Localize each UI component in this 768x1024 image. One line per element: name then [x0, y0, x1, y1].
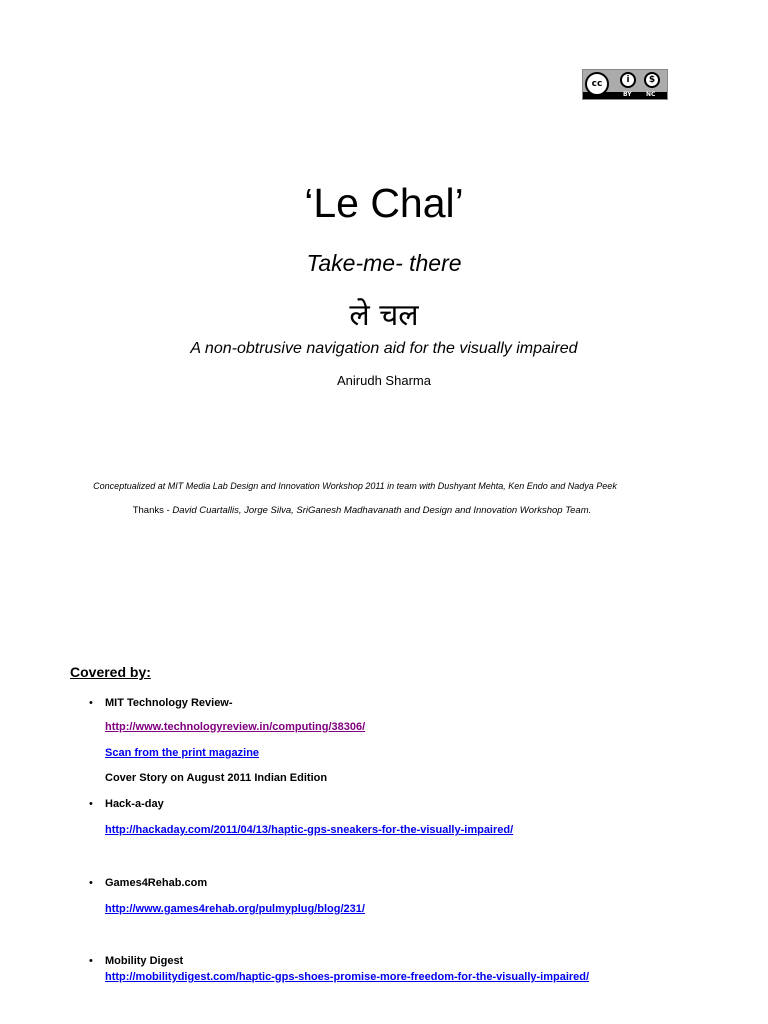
noncommercial-icon: $ [644, 72, 660, 88]
thanks-label: Thanks - [132, 505, 170, 516]
coverage-item-mobility-digest: Mobility Digest [105, 955, 184, 967]
cc-nc-label: NC [646, 91, 656, 98]
mobility-digest-link[interactable]: http://mobilitydigest.com/haptic-gps-shoes-promise-more-freedom-for-the-visually-impaired/ [105, 971, 590, 983]
coverage-item-hackaday: Hack-a-day [105, 798, 164, 810]
bullet: • [89, 798, 93, 810]
document-title: ‘Le Chal’ [304, 180, 464, 226]
author-name: Anirudh Sharma [337, 373, 431, 388]
thanks-line [0, 505, 724, 516]
covered-by-heading: Covered by: [70, 664, 151, 680]
coverage-item-games4rehab: Games4Rehab.com [105, 877, 208, 889]
document-subtitle: Take-me- there [306, 250, 462, 276]
bullet: • [89, 877, 93, 889]
cc-license-badge [582, 69, 668, 100]
bullet: • [89, 697, 93, 709]
coverage-item-mit-technology-review: MIT Technology Review- [105, 697, 233, 709]
cc-logo-icon: cc [585, 72, 609, 96]
thanks-names: David Cuartallis, Jorge Silva, SriGanesh Madhavanath and Design and Innovation Workshop Team. [172, 505, 592, 516]
bullet: • [89, 955, 93, 967]
hindi-title: ले चल [349, 298, 419, 333]
conceptualized-note: Conceptualized at MIT Media Lab Design and Innovation Workshop 2011 in team with Dushyant Mehta, Ken Endo and Nadya Peek [93, 481, 617, 491]
hackaday-link[interactable]: http://hackaday.com/2011/04/13/haptic-gps-sneakers-for-the-visually-impaired/ [105, 824, 514, 836]
cc-by-label: BY [623, 91, 632, 98]
cover-story-note: Cover Story on August 2011 Indian Edition [105, 772, 328, 784]
attribution-icon: i [620, 72, 636, 88]
tagline: A non-obtrusive navigation aid for the visually impaired [190, 340, 578, 357]
mit-technology-review-link[interactable]: http://www.technologyreview.in/computing/38306/ [105, 721, 366, 733]
games4rehab-link[interactable]: http://www.games4rehab.org/pulmyplug/blog/231/ [105, 903, 365, 915]
print-magazine-scan-link[interactable]: Scan from the print magazine [105, 747, 260, 759]
